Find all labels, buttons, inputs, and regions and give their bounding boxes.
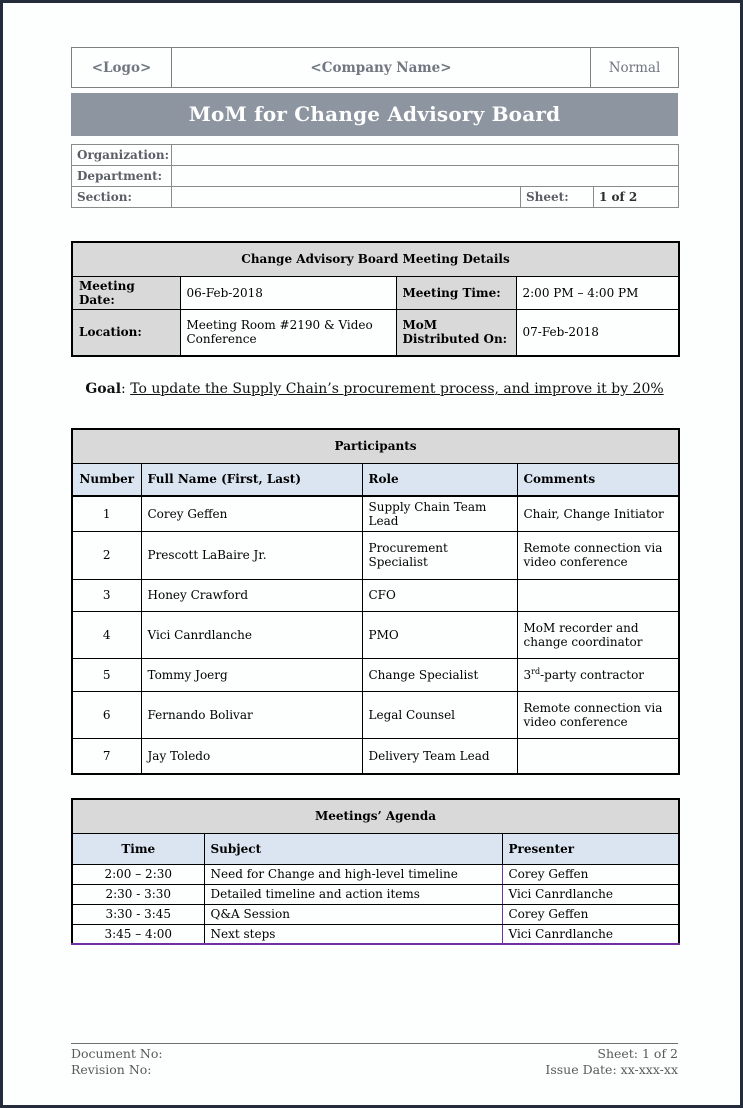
- participant-number: 3: [72, 579, 141, 611]
- participant-comments: [517, 658, 679, 691]
- participant-role: Delivery Team Lead: [362, 738, 517, 774]
- participant-row: [72, 496, 679, 531]
- participant-role: PMO: [362, 611, 517, 658]
- comment-text: 3: [523, 667, 532, 682]
- meeting-date-value: 06-Feb-2018: [180, 276, 396, 309]
- goal-text: To update the Supply Chain’s procurement process, and improve it by 20%: [130, 381, 664, 397]
- col-header-name: Full Name (First, Last): [141, 463, 362, 496]
- sheet-label: Sheet:: [521, 187, 594, 208]
- col-header-subject: Subject: [204, 833, 502, 864]
- participant-name: Honey Crawford: [141, 579, 362, 611]
- agenda-time: 3:30 - 3:45: [72, 904, 204, 924]
- section-label: Section:: [72, 187, 172, 208]
- participant-name: Fernando Bolivar: [141, 691, 362, 738]
- department-value: [172, 166, 679, 187]
- participants-table: [71, 428, 678, 775]
- agenda-row: [72, 864, 679, 884]
- goal-statement: [71, 381, 678, 397]
- participant-name: Corey Geffen: [141, 496, 362, 531]
- agenda-subject: Next steps: [204, 924, 502, 944]
- meeting-time-value: 2:00 PM – 4:00 PM: [516, 276, 679, 309]
- comment-text: -party contractor: [540, 667, 645, 682]
- agenda-presenter: Vici Canrdlanche: [502, 884, 679, 904]
- participant-name: Jay Toledo: [141, 738, 362, 774]
- document-title-banner: MoM for Change Advisory Board: [71, 93, 678, 136]
- footer-sheet: Sheet: 1 of 2: [597, 1046, 678, 1061]
- participant-row: [72, 658, 679, 691]
- sheet-value: 1 of 2: [594, 187, 679, 208]
- meeting-details-table: [71, 241, 678, 357]
- col-header-time: Time: [72, 833, 204, 864]
- organization-label: Organization:: [72, 145, 172, 166]
- agenda-row: [72, 904, 679, 924]
- location-value: Meeting Room #2190 & Video Conference: [180, 309, 396, 356]
- company-name-placeholder: <Company Name>: [172, 48, 591, 88]
- col-header-comments: Comments: [517, 463, 679, 496]
- participant-row: [72, 691, 679, 738]
- organization-value: [172, 145, 679, 166]
- participant-row: [72, 611, 679, 658]
- agenda-presenter: Vici Canrdlanche: [502, 924, 679, 944]
- participant-comments: Remote connection via video conference: [517, 531, 679, 579]
- agenda-time: 3:45 – 4:00: [72, 924, 204, 944]
- participant-number: 4: [72, 611, 141, 658]
- agenda-subject: Detailed timeline and action items: [204, 884, 502, 904]
- agenda-presenter: Corey Geffen: [502, 904, 679, 924]
- agenda-subject: Need for Change and high-level timeline: [204, 864, 502, 884]
- agenda-time: 2:00 – 2:30: [72, 864, 204, 884]
- meeting-time-label: Meeting Time:: [396, 276, 516, 309]
- goal-label: Goal: [85, 381, 122, 397]
- agenda-subject: Q&A Session: [204, 904, 502, 924]
- participant-number: 1: [72, 496, 141, 531]
- revision-no-label: Revision No:: [71, 1062, 152, 1077]
- participant-comments: MoM recorder and change coordinator: [517, 611, 679, 658]
- document-id-header: [71, 47, 678, 88]
- col-header-number: Number: [72, 463, 141, 496]
- agenda-table: [71, 798, 678, 945]
- department-label: Department:: [72, 166, 172, 187]
- meeting-date-label: Meeting Date:: [72, 276, 180, 309]
- footer-issue-date: Issue Date: xx-xxx-xx: [545, 1062, 678, 1077]
- agenda-row: [72, 924, 679, 944]
- participant-role: Change Specialist: [362, 658, 517, 691]
- participants-title: Participants: [72, 429, 679, 463]
- participant-role: Procurement Specialist: [362, 531, 517, 579]
- mom-distributed-label: MoM Distributed On:: [396, 309, 516, 356]
- page-footer: [71, 1043, 678, 1078]
- participant-comments: [517, 738, 679, 774]
- goal-separator: :: [121, 381, 131, 397]
- participant-number: 6: [72, 691, 141, 738]
- participant-name: Vici Canrdlanche: [141, 611, 362, 658]
- participant-row: [72, 579, 679, 611]
- classification-label: Normal: [591, 48, 679, 88]
- agenda-presenter: Corey Geffen: [502, 864, 679, 884]
- participant-number: 5: [72, 658, 141, 691]
- participant-role: CFO: [362, 579, 517, 611]
- col-header-role: Role: [362, 463, 517, 496]
- participant-number: 2: [72, 531, 141, 579]
- participant-comments: [517, 579, 679, 611]
- participant-name: Prescott LaBaire Jr.: [141, 531, 362, 579]
- participant-comments: Chair, Change Initiator: [517, 496, 679, 531]
- agenda-row: [72, 884, 679, 904]
- participant-name: Tommy Joerg: [141, 658, 362, 691]
- mom-distributed-value: 07-Feb-2018: [516, 309, 679, 356]
- participant-row: [72, 738, 679, 774]
- agenda-time: 2:30 - 3:30: [72, 884, 204, 904]
- participant-role: Legal Counsel: [362, 691, 517, 738]
- participant-role: Supply Chain Team Lead: [362, 496, 517, 531]
- col-header-presenter: Presenter: [502, 833, 679, 864]
- participant-comments: Remote connection via video conference: [517, 691, 679, 738]
- agenda-title: Meetings’ Agenda: [72, 799, 679, 833]
- document-no-label: Document No:: [71, 1046, 163, 1061]
- logo-placeholder: <Logo>: [72, 48, 172, 88]
- org-section-table: [71, 144, 678, 208]
- ordinal-superscript: rd: [531, 666, 541, 676]
- participant-row: [72, 531, 679, 579]
- location-label: Location:: [72, 309, 180, 356]
- meeting-details-title: Change Advisory Board Meeting Details: [72, 242, 679, 276]
- section-value: [172, 187, 521, 208]
- participant-number: 7: [72, 738, 141, 774]
